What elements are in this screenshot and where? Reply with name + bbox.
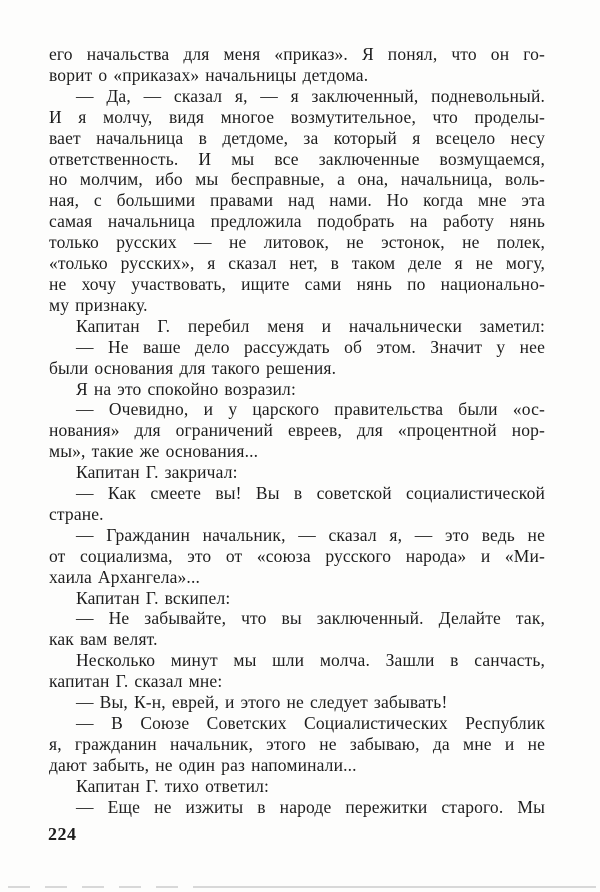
text-line: Капитан Г. тихо ответил: <box>76 775 269 796</box>
text-line: — Еще не изжиты в народе пережитки старого. Мы <box>76 796 545 817</box>
page-number: 224 <box>48 824 77 844</box>
text-line: — Очевидно, и у царского правительства были «ос- <box>76 399 545 420</box>
text-line: — Не ваше дело рассуждать об этом. Значит у нее <box>76 336 545 357</box>
text-line: Я на это спокойно возразил: <box>76 378 296 399</box>
text-line: ная, с большими правами над нами. Но когда мне эта <box>49 190 545 211</box>
text-line: И я молчу, видя многое возмутительное, что проделы- <box>49 106 545 127</box>
text-line: не хочу участвовать, ищите сами нянь по национально- <box>49 273 545 294</box>
text-line: — Гражданин начальник, — сказал я, — это ведь не <box>76 524 545 545</box>
text-line: от социализма, это от «союза русского народа» и «Ми- <box>49 545 545 566</box>
text-line: Капитан Г. закричал: <box>76 462 238 483</box>
scan-edge-solid <box>208 886 596 888</box>
text-line: Капитан Г. вскипел: <box>76 587 231 608</box>
text-line: — Да, — сказал я, — я заключенный, подневольный. <box>76 85 545 106</box>
text-line: Несколько минут мы шли молча. Зашли в санчасть, <box>76 650 545 671</box>
text-line: были основания для такого решения. <box>49 357 337 378</box>
text-line: ответственность. И мы все заключенные возмущаемся, <box>49 148 545 169</box>
text-line: его начальства для меня «приказ». Я понял, что он го- <box>49 44 545 64</box>
text-line: хаила Архангела»... <box>49 566 201 587</box>
text-line: я, гражданин начальник, этого не забываю, да мне и не <box>49 733 545 754</box>
text-line: вает начальница в детдоме, за который я всецело несу <box>49 127 545 148</box>
text-line: — Вы, К-н, еврей, и этого не следует забывать! <box>76 692 448 713</box>
scan-edge-line <box>0 886 600 888</box>
text-line: но молчим, ибо мы бесправные, а она, начальница, воль- <box>49 169 545 190</box>
text-line: — В Союзе Советских Социалистических Республик <box>76 713 545 733</box>
text-line: стране. <box>49 503 104 524</box>
scan-edge-dashes <box>8 886 208 888</box>
text-line: — Не забывайте, что вы заключенный. Делайте так, <box>76 608 545 629</box>
text-line: — Как смеете вы! Вы в советской социалистической <box>76 483 545 504</box>
text-line: дают забыть, не один раз напоминали... <box>49 754 357 775</box>
text-line: Капитан Г. перебил меня и начальнически заметил: <box>76 315 545 336</box>
text-line: мы», такие же основания... <box>49 441 259 462</box>
text-line: нования» для ограничений евреев, для «процентной нор- <box>49 420 545 441</box>
text-line: самая начальница предложила подобрать на работу нянь <box>49 211 545 232</box>
text-line: как вам велят. <box>49 629 158 650</box>
text-line: «только русских», я сказал нет, в таком деле я не могу, <box>49 253 545 274</box>
text-line: му признаку. <box>49 294 148 315</box>
text-line: капитан Г. сказал мне: <box>49 671 223 692</box>
text-line: только русских — не литовок, не эстонок, не полек, <box>49 232 545 253</box>
text-block <box>49 44 545 818</box>
text-line: ворит о «приказах» начальницы детдома. <box>49 64 369 85</box>
